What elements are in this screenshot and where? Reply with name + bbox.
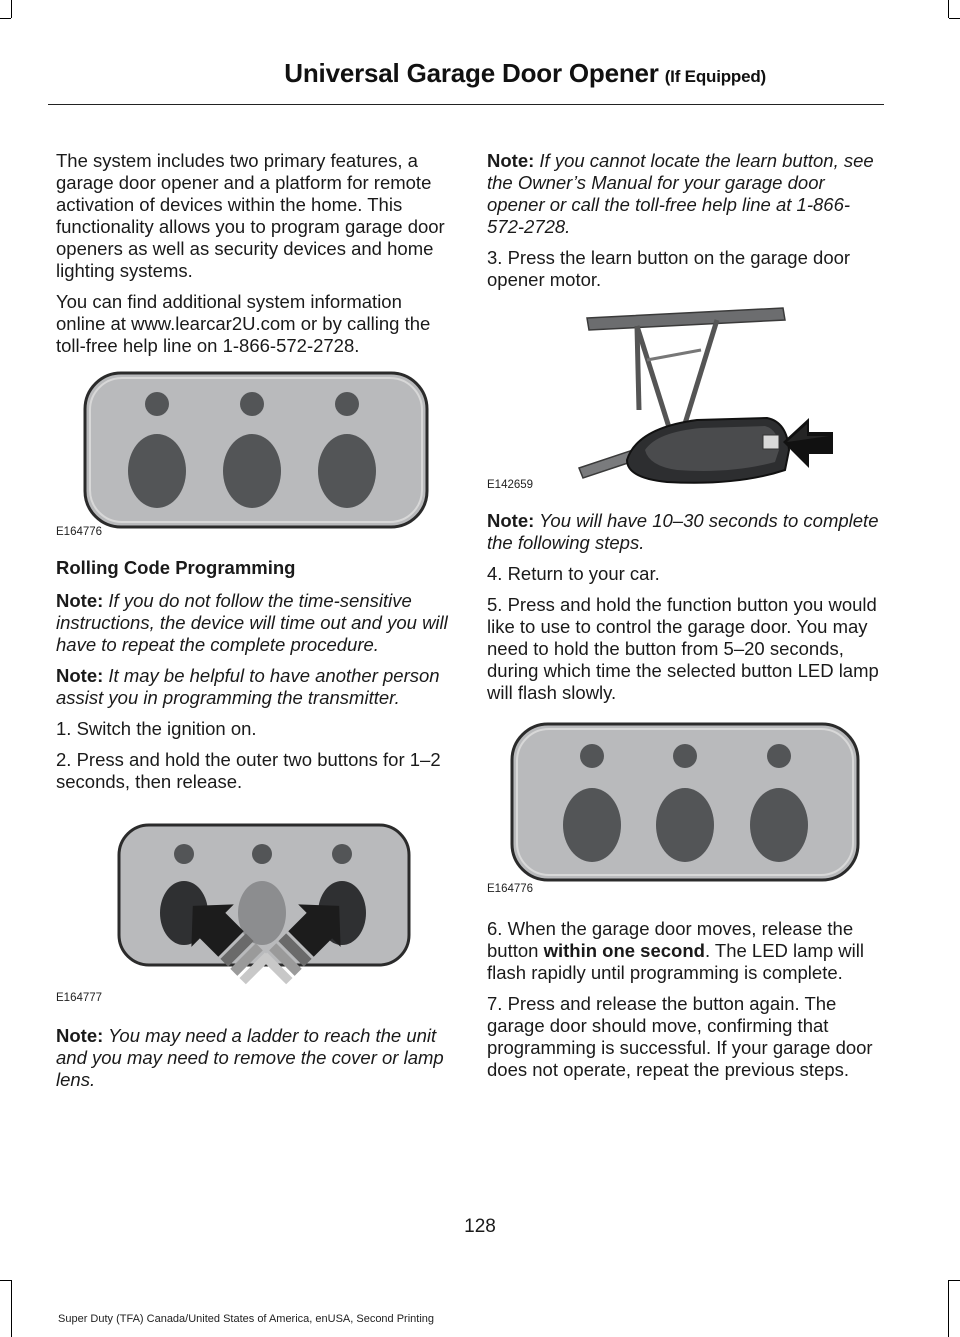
crop-mark <box>948 1280 949 1337</box>
note-text: You will have 10–30 seconds to complete the following steps. <box>487 510 879 553</box>
page-title-main: Universal Garage Door Opener <box>284 58 659 88</box>
step-6-text-a: 6. When the garage door moves, release the button <box>487 918 854 961</box>
step-6 <box>487 918 883 984</box>
footer-text: Super Duty (TFA) Canada/United States of America, enUSA, Second Printing <box>58 1313 435 1325</box>
crop-mark <box>948 0 949 18</box>
page-title-subtitle: (If Equipped) <box>664 67 766 86</box>
note-text: It may be helpful to have another person assist you in programming the transmitter. <box>56 665 440 708</box>
left-column <box>56 150 452 1100</box>
page-title <box>284 58 766 89</box>
figure-code: E164777 <box>56 992 103 1004</box>
opener-motor-figure <box>487 300 883 496</box>
note-paragraph <box>56 665 452 709</box>
figure-code: E142659 <box>487 479 534 491</box>
section-heading: Rolling Code Programming <box>56 557 296 578</box>
transceiver-press-illustration <box>56 819 452 1009</box>
note-text: If you do not follow the time-sensitive instructions, the device will time out and you will have to repeat the complete procedure. <box>56 590 448 655</box>
opener-motor-illustration <box>487 300 883 496</box>
step-3: 3. Press the learn button on the garage door opener motor. <box>487 247 851 290</box>
figure-code: E164776 <box>487 883 534 895</box>
step-2: 2. Press and hold the outer two buttons for 1–2 seconds, then release. <box>56 749 441 792</box>
transceiver-figure <box>487 718 883 900</box>
crop-mark <box>11 1280 12 1337</box>
crop-mark <box>0 1280 11 1281</box>
crop-mark <box>11 0 12 18</box>
page-number: 128 <box>464 1216 496 1237</box>
note-label: Note: <box>487 510 535 531</box>
note-label: Note: <box>487 150 535 171</box>
step-5: 5. Press and hold the function button you would like to use to control the garage door. You may need to hold the button from 5–20 seconds, during which time the selected button LED lamp will flash slowly. <box>487 594 879 703</box>
step-7: 7. Press and release the button again. The garage door should move, confirming that programming is successful. If your garage door does not operate, repeat the previous steps. <box>487 993 873 1080</box>
note-label: Note: <box>56 665 104 686</box>
intro-paragraph: The system includes two primary features, a garage door opener and a platform for remote activation of devices within the home. This functionality allows you to program garage door openers as well as security devices and home lighting systems. <box>56 150 445 281</box>
note-text: If you cannot locate the learn button, see the Owner’s Manual for your garage door opener or call the toll-free help line at 1-866-572-2728. <box>487 150 874 237</box>
note-text: You may need a ladder to reach the unit and you may need to remove the cover or lamp lens. <box>56 1025 444 1090</box>
step-1: 1. Switch the ignition on. <box>56 718 257 739</box>
note-paragraph <box>56 1025 452 1091</box>
note-label: Note: <box>56 1025 104 1046</box>
crop-mark <box>0 18 11 19</box>
note-paragraph <box>487 150 883 238</box>
transceiver-illustration <box>56 367 452 543</box>
note-label: Note: <box>56 590 104 611</box>
info-paragraph: You can find additional system information online at www.learcar2U.com or by calling the toll-free help line on 1-866-572-2728. <box>56 291 431 356</box>
note-paragraph <box>487 510 883 554</box>
transceiver-press-figure <box>56 819 452 1009</box>
transceiver-illustration <box>487 718 883 900</box>
right-column <box>487 150 883 1090</box>
crop-mark <box>949 1280 960 1281</box>
crop-mark <box>949 18 960 19</box>
step-6-emphasis: within one second <box>543 940 705 961</box>
figure-code: E164776 <box>56 526 103 538</box>
header-divider <box>48 104 884 105</box>
step-6-text-b: . The LED lamp will flash rapidly until programming is complete. <box>487 940 864 983</box>
note-paragraph <box>56 590 452 656</box>
transceiver-figure <box>56 367 452 543</box>
step-4: 4. Return to your car. <box>487 563 660 584</box>
